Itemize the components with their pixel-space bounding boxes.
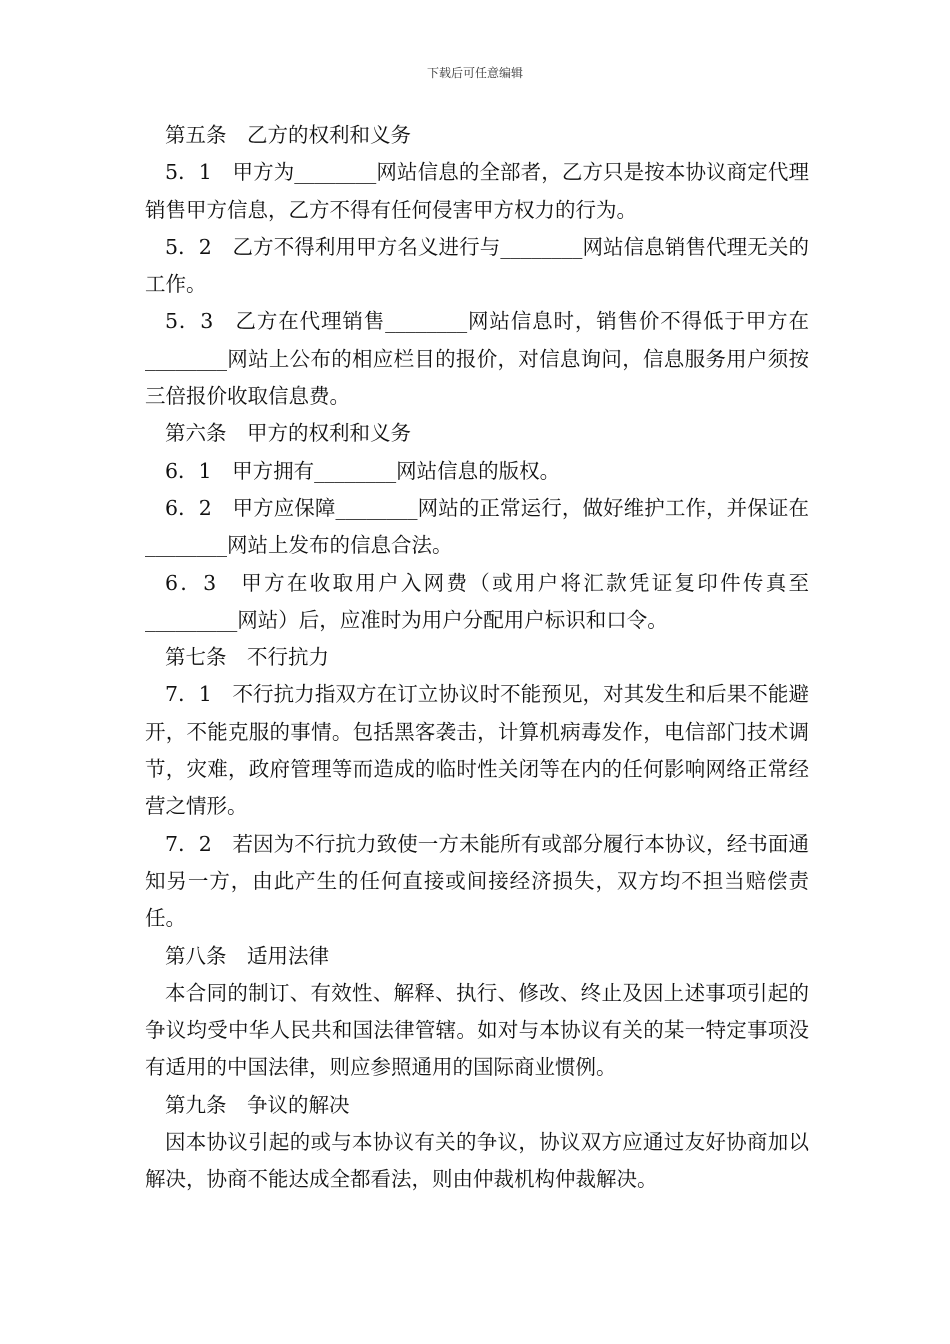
article-9-heading: 第九条 争议的解决 [165,1092,350,1117]
clause-7-2: 7．2 若因为不行抗力致使一方未能所有或部分履行本协议，经书面通知另一方，由此产生的任何直接或间接经济损失，双方均不担当赔偿责任。 [145,831,809,931]
article-6-heading: 第六条 甲方的权利和义务 [165,421,411,446]
article-8-heading: 第八条 适用法律 [165,943,329,968]
clause-5-2: 5．2 乙方不得利用甲方名义进行与________网站信息销售代理无关的工作。 [145,234,809,297]
clause-5-1: 5．1 甲方为________网站信息的全部者，乙方只是按本协议商定代理销售甲方信息，乙方不得有任何侵害甲方权力的行为。 [145,160,809,222]
clause-6-1: 6．1 甲方拥有________网站信息的版权。 [165,458,561,483]
article-9-body: 因本协议引起的或与本协议有关的争议，协议双方应通过友好协商加以解决，协商不能达成全都看法，则由仲裁机构仲裁解决。 [145,1130,809,1192]
clause-7-1: 7．1 不行抗力指双方在订立协议时不能预见，对其发生和后果不能避开，不能克服的事情。包括黑客袭击，计算机病毒发作，电信部门技术调节，灾难，政府管理等而造成的临时性关闭等在内的任何影响网络正常经营之情形。 [145,682,809,819]
clause-6-3: 6．3 甲方在收取用户入网费（或用户将汇款凭证复印件传真至_________网站）后，应准时为用户分配用户标识和口令。 [145,570,809,632]
page-header: 下载后可任意编辑 [426,66,523,80]
article-8-body: 本合同的制订、有效性、解释、执行、修改、终止及因上述事项引起的争议均受中华人民共和国法律管辖。如对与本协议有关的某一特定事项没有适用的中国法律，则应参照通用的国际商业惯例。 [145,980,809,1080]
article-7-heading: 第七条 不行抗力 [165,645,329,670]
article-5-heading: 第五条 乙方的权利和义务 [165,123,411,147]
clause-5-3: 5．3 乙方在代理销售________网站信息时，销售价不得低于甲方在________网站上公布的相应栏目的报价，对信息询问，信息服务用户须按三倍报价收取信息费。 [145,309,809,409]
document-body [145,117,809,1199]
clause-6-2: 6．2 甲方应保障________网站的正常运行，做好维护工作，并保证在________网站上发布的信息合法。 [145,495,809,558]
